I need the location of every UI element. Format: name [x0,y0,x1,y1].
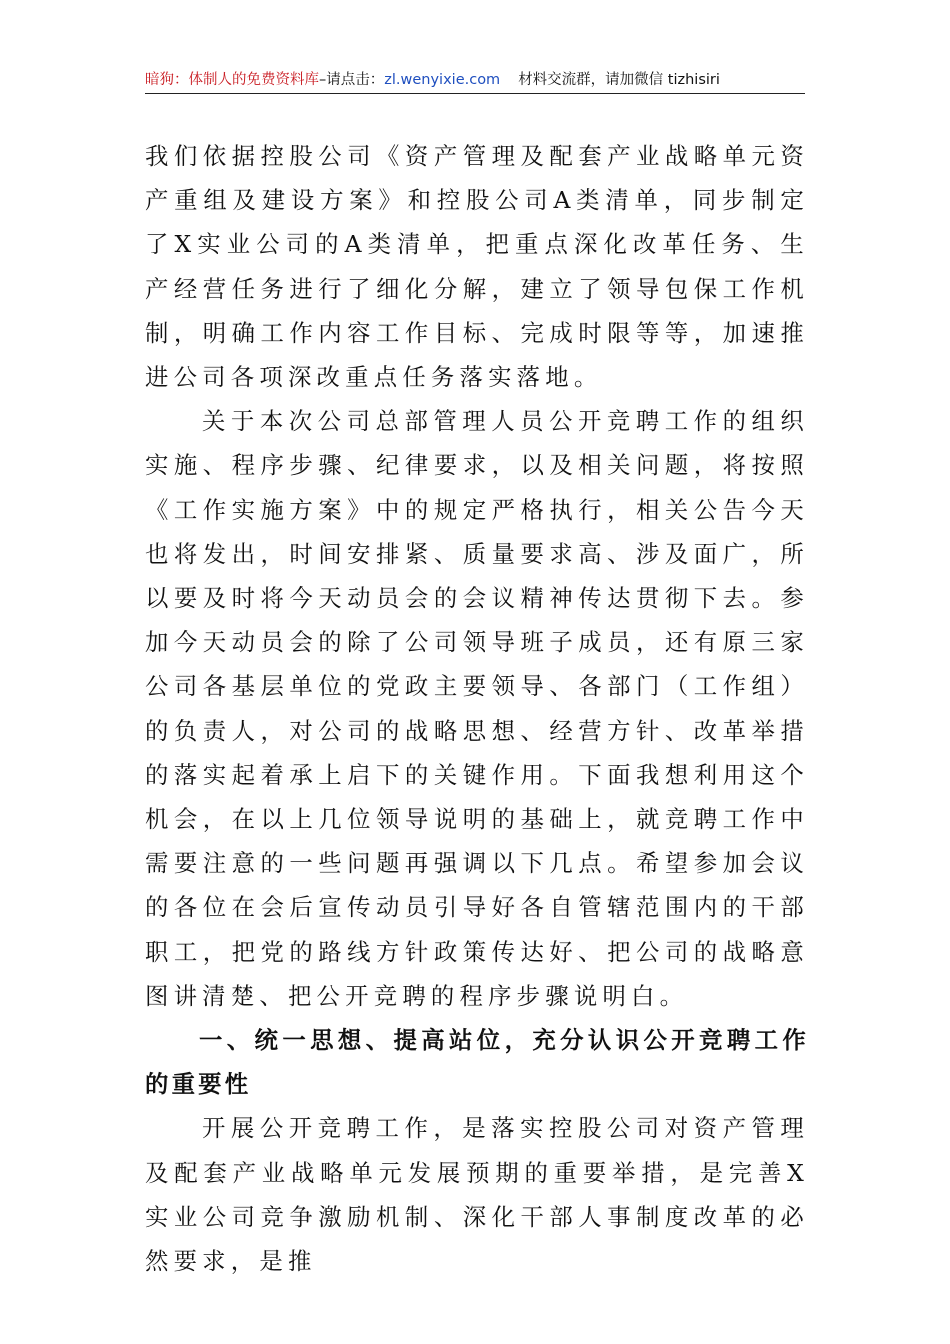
document-body [145,134,809,1283]
body-paragraph-3: 开展公开竞聘工作，是落实控股公司对资产管理及配套产业战略单元发展预期的重要举措，是完善X实业公司竞争激励机制、深化干部人事制度改革的必然要求，是推 [145,1114,809,1276]
body-paragraph-2: 关于本次公司总部管理人员公开竞聘工作的组织实施、程序步骤、纪律要求，以及相关问题，将按照《工作实施方案》中的规定严格执行，相关公告今天也将发出，时间安排紧、质量要求高、涉及面广，所以要及时将今天动员会的会议精神传达贯彻下去。参加今天动员会的除了公司领导班子成员，还有原三家公司各基层单位的党政主要领导、各部门（工作组）的负责人，对公司的战略思想、经营方针、改革举措的落实起着承上启下的关键作用。下面我想利用这个机会，在以上几位领导说明的基础上，就竞聘工作中需要注意的一些问题再强调以下几点。希望参加会议的各位在会后宣传动员引导好各自管辖范围内的干部职工，把党的路线方针政策传达好、把公司的战略意图讲清楚、把公开竞聘的程序步骤说明白。 [145,407,809,1010]
body-paragraph-1: 我们依据控股公司《资产管理及配套产业战略单元资产重组及建设方案》和控股公司A类清单，同步制定了X实业公司的A类清单，把重点深化改革任务、生产经营任务进行了细化分解，建立了领导包保工作机制，明确工作内容工作目标、完成时限等等，加速推进公司各项深改重点任务落实落地。 [145,142,809,392]
section-heading-1: 一、统一思想、提高站位，充分认识公开竞聘工作的重要性 [145,1026,809,1099]
header-brand: 暗狗：体制人的免费资料库 [145,72,319,88]
page-header [145,68,805,94]
header-group-note: 材料交流群，请加微信 tizhisiri [518,72,720,88]
header-url-link[interactable]: zl.wenyixie.com [384,72,501,88]
header-click-prompt: –请点击： [319,72,385,88]
